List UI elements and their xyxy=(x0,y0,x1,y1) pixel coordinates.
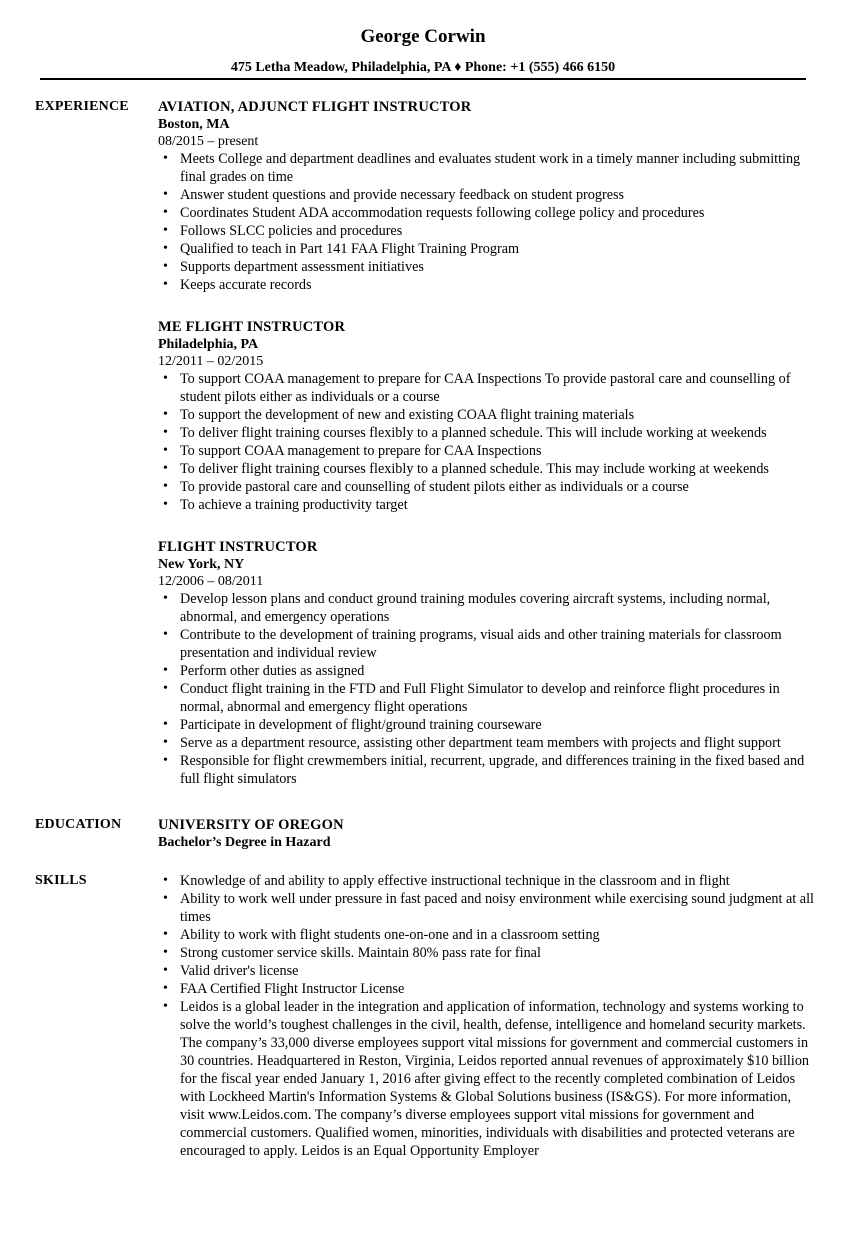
list-item: • To support COAA management to prepare for CAA Inspections To provide pastoral care and counselling of student pilots either as individuals or a course xyxy=(158,370,818,406)
list-item: • To deliver flight training courses flexibly to a planned schedule. This will include working at weekends xyxy=(158,424,818,442)
school-name: UNIVERSITY OF OREGON xyxy=(158,817,344,833)
list-item: • To support the development of new and existing COAA flight training materials xyxy=(158,406,818,424)
list-item: • Ability to work well under pressure in fast paced and noisy environment while exercising sound judgment at all times xyxy=(158,890,818,926)
job-location: Boston, MA xyxy=(158,117,230,132)
list-item: • Qualified to teach in Part 141 FAA Flight Training Program xyxy=(158,240,818,258)
job-entry xyxy=(158,538,818,788)
job-dates: 12/2006 – 08/2011 xyxy=(158,574,264,589)
list-item: • To provide pastoral care and counselling of student pilots either as individuals or a course xyxy=(158,478,818,496)
education-heading: EDUCATION xyxy=(35,817,122,832)
job-duties-list xyxy=(158,370,818,514)
list-item: • Responsible for flight crewmembers initial, recurrent, upgrade, and differences training in the fixed based and full flight simulators xyxy=(158,752,818,788)
education-entry xyxy=(158,816,818,852)
list-item: • Perform other duties as assigned xyxy=(158,662,818,680)
list-item: • Serve as a department resource, assisting other department team members with projects and flight support xyxy=(158,734,818,752)
job-entry xyxy=(158,98,818,294)
list-item: • Leidos is a global leader in the integration and application of information, technology and systems working to solve the world’s toughest challenges in the civil, health, defense, intelligence and homeland security markets. The company’s 33,000 diverse employees support vital missions for government and commercial customers in 30 countries. Headquartered in Reston, Virginia, Leidos reported annual revenues of approximately $10 billion for the fiscal year ended January 1, 2016 after giving effect to the recently completed combination of Leidos with Lockheed Martin's Information Systems & Global Solutions business (IS&GS). For more information, visit www.Leidos.com. The company’s diverse employees support vital missions for government and commercial customers. Qualified women, minorities, individuals with disabilities and protected veterans are encouraged to apply. Leidos is an Equal Opportunity Employer xyxy=(158,998,818,1160)
list-item: • Meets College and department deadlines and evaluates student work in a timely manner including submitting final grades on time xyxy=(158,150,818,186)
job-title: AVIATION, ADJUNCT FLIGHT INSTRUCTOR xyxy=(158,99,472,115)
job-title: FLIGHT INSTRUCTOR xyxy=(158,539,318,555)
list-item: • Strong customer service skills. Maintain 80% pass rate for final xyxy=(158,944,818,962)
degree: Bachelor’s Degree in Hazard xyxy=(158,835,331,850)
list-item: • Valid driver's license xyxy=(158,962,818,980)
list-item: • To support COAA management to prepare for CAA Inspections xyxy=(158,442,818,460)
job-title: ME FLIGHT INSTRUCTOR xyxy=(158,319,346,335)
job-location: Philadelphia, PA xyxy=(158,337,259,352)
job-duties-list xyxy=(158,590,818,788)
list-item: • Answer student questions and provide necessary feedback on student progress xyxy=(158,186,818,204)
experience-heading: EXPERIENCE xyxy=(35,99,129,114)
list-item: • Conduct flight training in the FTD and Full Flight Simulator to develop and reinforce flight procedures in normal, abnormal and emergency flight operations xyxy=(158,680,818,716)
job-entry xyxy=(158,318,818,514)
list-item: • To deliver flight training courses flexibly to a planned schedule. This may include working at weekends xyxy=(158,460,818,478)
job-location: New York, NY xyxy=(158,557,245,572)
skills-heading: SKILLS xyxy=(35,873,87,888)
job-dates: 08/2015 – present xyxy=(158,134,259,149)
header-divider xyxy=(40,78,806,80)
list-item: • Follows SLCC policies and procedures xyxy=(158,222,818,240)
skills-list xyxy=(158,872,818,1160)
job-dates: 12/2011 – 02/2015 xyxy=(158,354,264,369)
list-item: • Coordinates Student ADA accommodation requests following college policy and procedures xyxy=(158,204,818,222)
list-item: • Knowledge of and ability to apply effective instructional technique in the classroom and in flight xyxy=(158,872,818,890)
list-item: • Ability to work with flight students one-on-one and in a classroom setting xyxy=(158,926,818,944)
contact-line: 475 Letha Meadow, Philadelphia, PA ♦ Phone: +1 (555) 466 6150 xyxy=(230,60,616,75)
list-item: • Keeps accurate records xyxy=(158,276,818,294)
job-duties-list xyxy=(158,150,818,294)
candidate-name: George Corwin xyxy=(360,26,486,47)
skills-entry xyxy=(158,872,818,1160)
list-item: • Participate in development of flight/ground training courseware xyxy=(158,716,818,734)
list-item: • Develop lesson plans and conduct ground training modules covering aircraft systems, including normal, abnormal, and emergency operations xyxy=(158,590,818,626)
list-item: • To achieve a training productivity target xyxy=(158,496,818,514)
list-item: • Supports department assessment initiatives xyxy=(158,258,818,276)
list-item: • FAA Certified Flight Instructor License xyxy=(158,980,818,998)
list-item: • Contribute to the development of training programs, visual aids and other training materials for classroom presentation and individual review xyxy=(158,626,818,662)
